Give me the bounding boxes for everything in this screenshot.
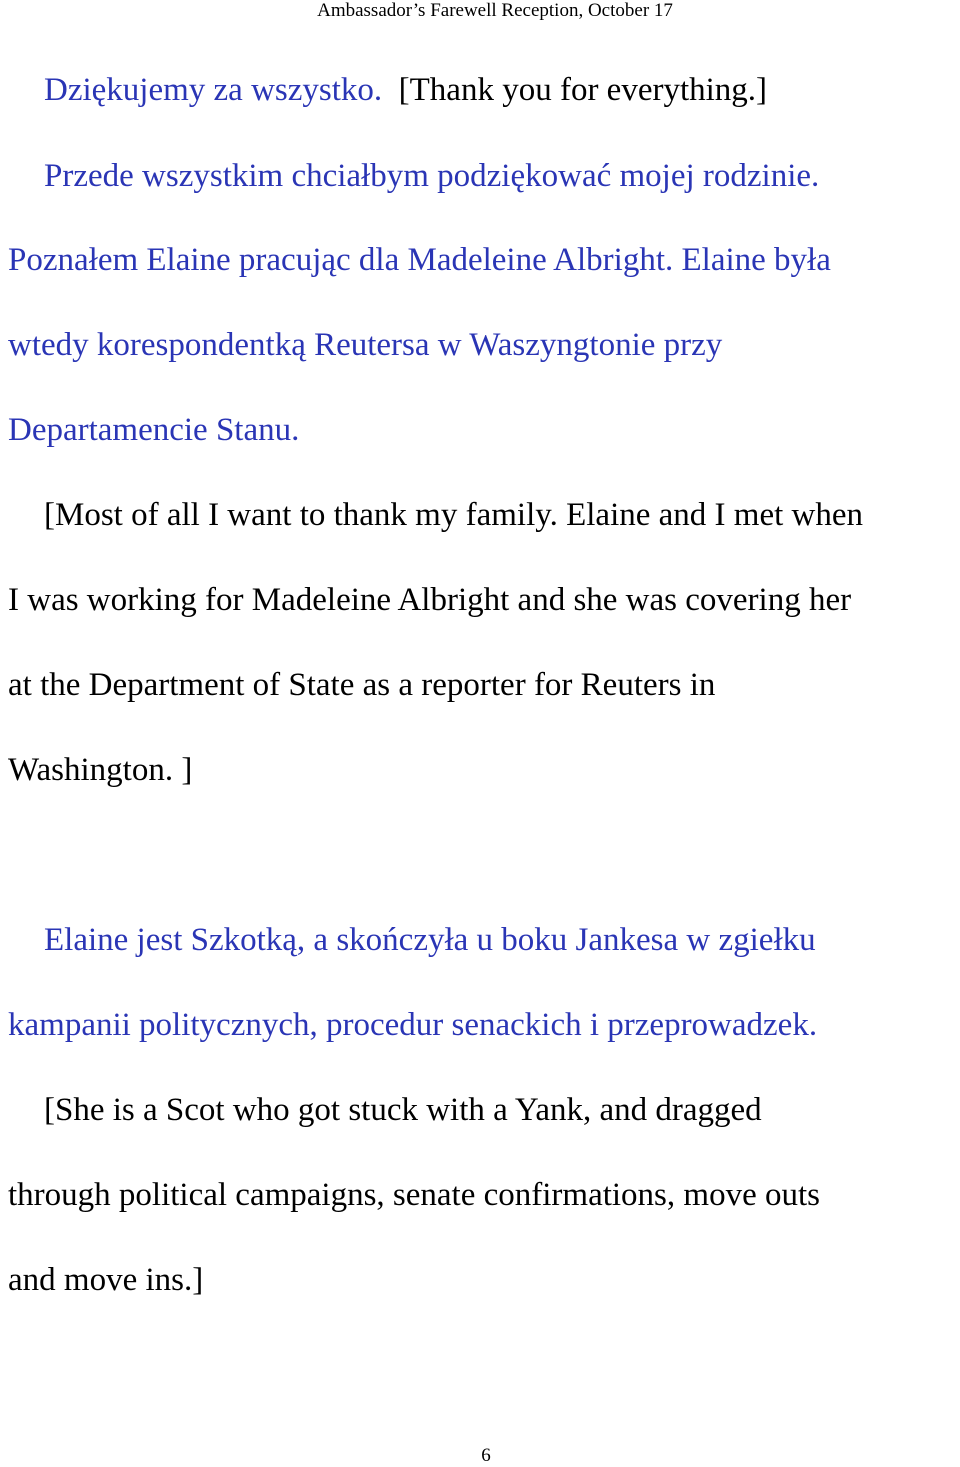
english-line: at the Department of State as a reporter for Reuters in — [8, 667, 716, 703]
english-line: I was working for Madeleine Albright and she was covering her — [8, 582, 852, 618]
english-line: through political campaigns, senate confirmations, move outs — [8, 1177, 820, 1213]
english-line: Washington. ] — [8, 752, 193, 788]
polish-line: Elaine jest Szkotką, a skończyła u boku Jankesa w zgiełku — [44, 922, 816, 958]
polish-text: Dziękujemy za wszystko. — [44, 72, 383, 108]
running-header: Ambassador’s Farewell Reception, October 17 — [317, 0, 673, 21]
page-number: 6 — [481, 1445, 491, 1466]
english-line: [Most of all I want to thank my family. Elaine and I met when — [44, 497, 863, 533]
polish-line: wtedy korespondentką Reutersa w Waszyngtonie przy — [8, 327, 723, 363]
polish-line — [44, 70, 767, 110]
english-inline-text: [Thank you for everything.] — [382, 72, 768, 108]
polish-line: Przede wszystkim chciałbym podziękować mojej rodzinie. — [44, 158, 820, 194]
english-line: [She is a Scot who got stuck with a Yank, and dragged — [44, 1092, 762, 1128]
english-line: and move ins.] — [8, 1262, 204, 1298]
polish-line: Poznałem Elaine pracując dla Madeleine Albright. Elaine była — [8, 242, 831, 278]
polish-line: kampanii politycznych, procedur senackich i przeprowadzek. — [8, 1007, 818, 1043]
polish-line: Departamencie Stanu. — [8, 412, 300, 448]
